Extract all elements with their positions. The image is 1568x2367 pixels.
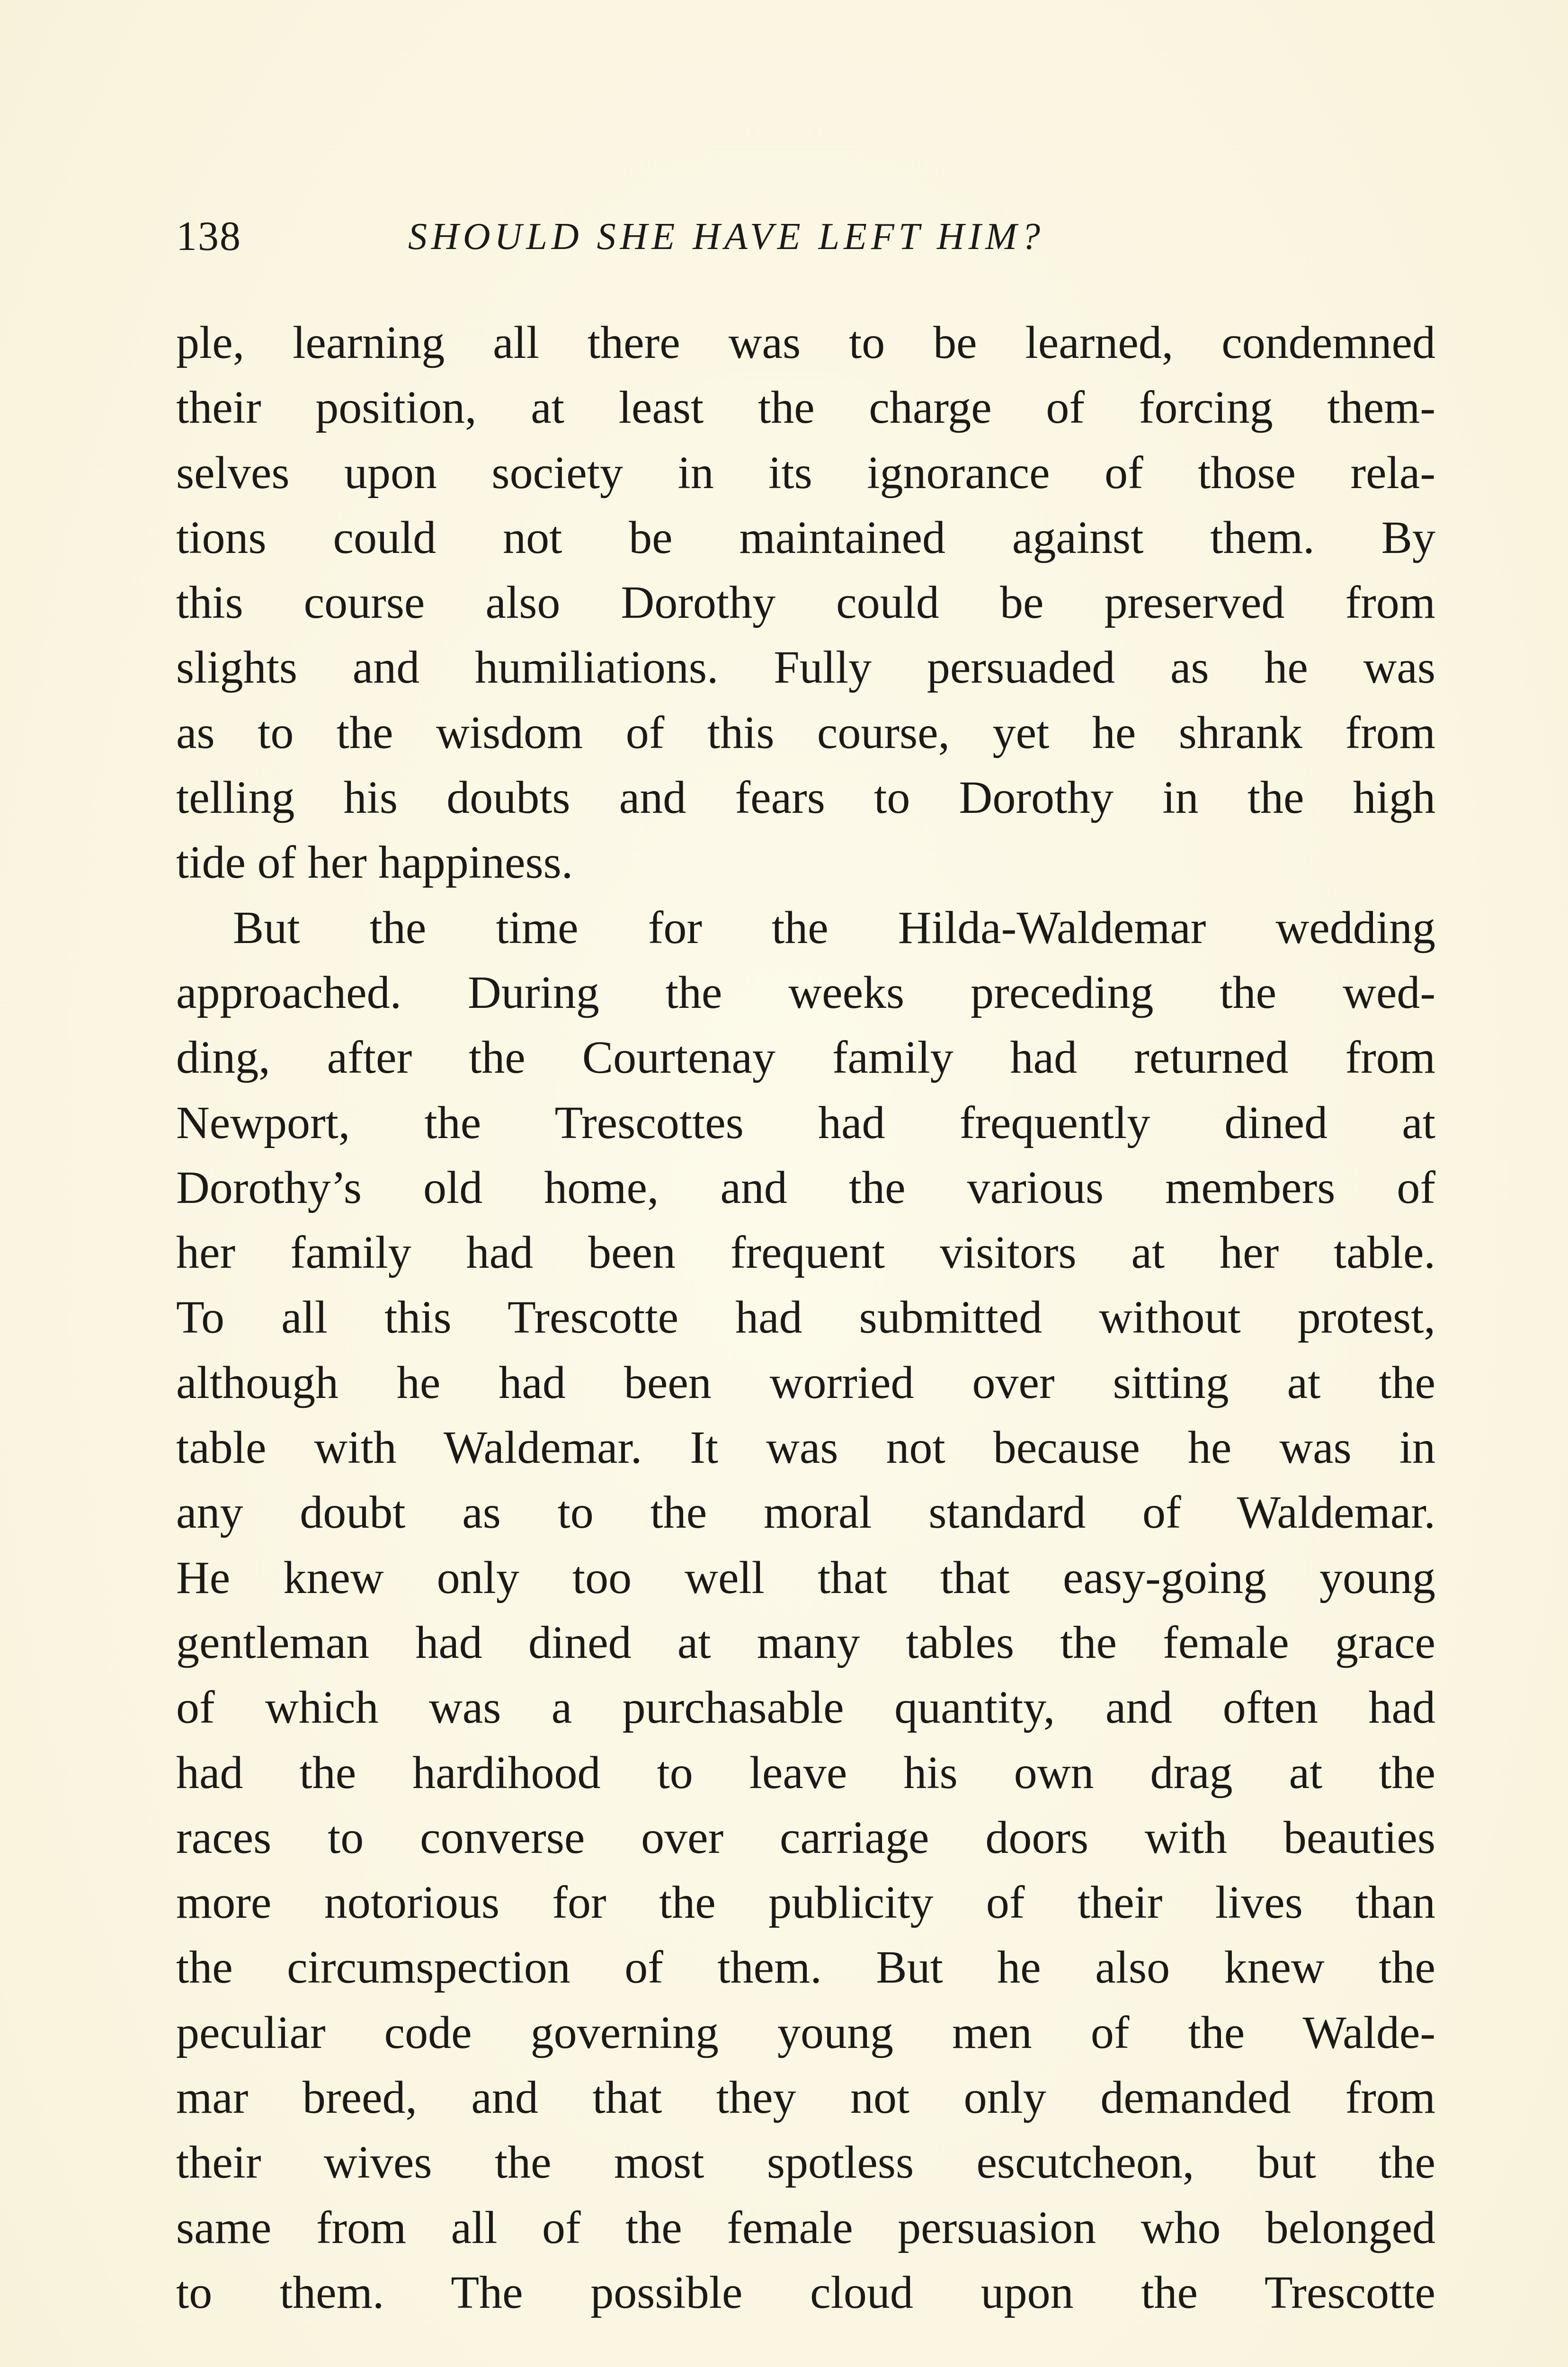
text-line: gentleman had dined at many tables the female grace bbox=[176, 1617, 1435, 1668]
text-line: Dorothy’s old home, and the various members of bbox=[176, 1162, 1435, 1213]
text-line: Newport, the Trescottes had frequently dined at bbox=[176, 1097, 1435, 1148]
text-line: slights and humiliations. Fully persuaded as he was bbox=[176, 642, 1435, 694]
text-line: as to the wisdom of this course, yet he shrank from bbox=[176, 707, 1435, 758]
text-line: this course also Dorothy could be preserved from bbox=[176, 577, 1435, 629]
text-line: although he had been worried over sitting at the bbox=[176, 1357, 1435, 1408]
text-line: tide of her happiness. bbox=[176, 837, 573, 889]
text-line: their position, at least the charge of forcing them- bbox=[176, 382, 1435, 434]
text-line: But the time for the Hilda-Waldemar wedding bbox=[233, 902, 1435, 953]
text-line: same from all of the female persuasion who belonged bbox=[176, 2202, 1435, 2253]
page-number: 138 bbox=[176, 214, 241, 259]
text-line: any doubt as to the moral standard of Waldemar. bbox=[176, 1487, 1435, 1539]
text-line: had the hardihood to leave his own drag at the bbox=[176, 1747, 1435, 1798]
text-line: her family had been frequent visitors at her table. bbox=[176, 1227, 1435, 1279]
text-line: their wives the most spotless escutcheon, but the bbox=[176, 2137, 1435, 2189]
text-line: ding, after the Courtenay family had returned from bbox=[176, 1032, 1435, 1084]
text-line: He knew only too well that that easy-going young bbox=[176, 1552, 1435, 1603]
text-line: more notorious for the publicity of their lives than bbox=[176, 1877, 1435, 1929]
text-line: tions could not be maintained against them. By bbox=[176, 512, 1435, 563]
text-line: to them. The possible cloud upon the Trescotte bbox=[176, 2267, 1435, 2318]
text-line: the circumspection of them. But he also knew the bbox=[176, 1942, 1435, 1993]
text-line: ple, learning all there was to be learned, condemned bbox=[176, 317, 1435, 368]
text-line: approached. During the weeks preceding the wed- bbox=[176, 967, 1435, 1018]
running-title: SHOULD SHE HAVE LEFT HIM? bbox=[408, 216, 1044, 258]
text-line: of which was a purchasable quantity, and often had bbox=[176, 1682, 1435, 1734]
text-line: mar breed, and that they not only demanded from bbox=[176, 2072, 1435, 2124]
text-line: peculiar code governing young men of the Walde- bbox=[176, 2007, 1435, 2058]
text-line: races to converse over carriage doors with beauties bbox=[176, 1812, 1435, 1863]
text-line: selves upon society in its ignorance of those rela- bbox=[176, 447, 1435, 498]
text-line: telling his doubts and fears to Dorothy in the high bbox=[176, 772, 1435, 824]
text-line: To all this Trescotte had submitted without protest, bbox=[176, 1292, 1435, 1344]
text-line: table with Waldemar. It was not because he was in bbox=[176, 1422, 1435, 1474]
body-text bbox=[176, 311, 1435, 2325]
running-head bbox=[176, 208, 1435, 265]
